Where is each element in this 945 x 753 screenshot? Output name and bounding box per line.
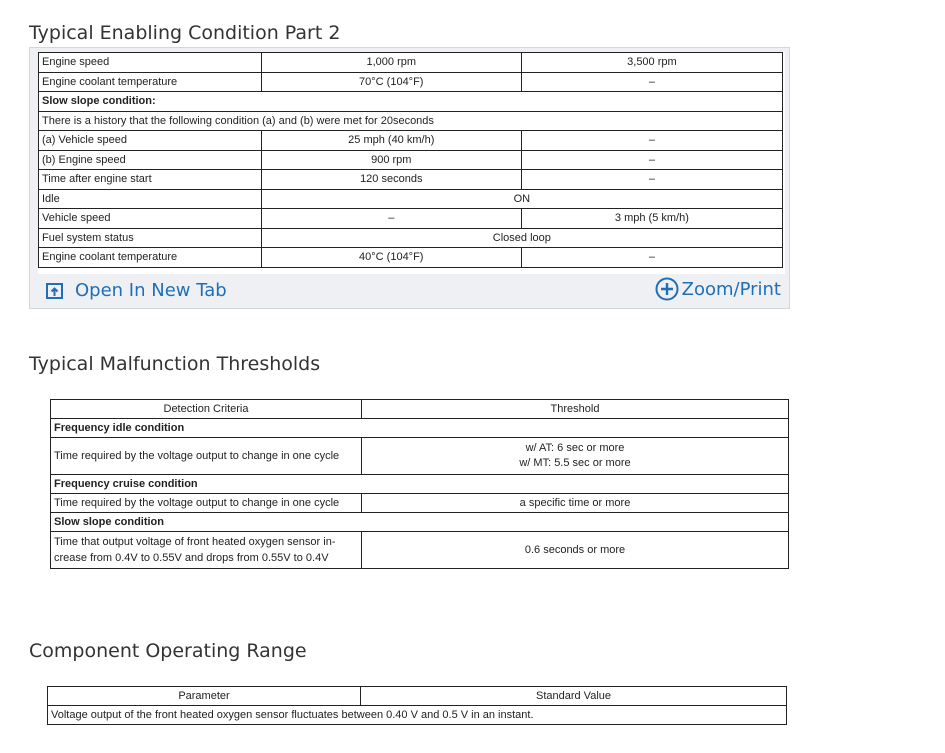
table-toolbar bbox=[30, 274, 789, 308]
table-cell-note: There is a history that the following condition (a) and (b) were met for 20seconds bbox=[39, 111, 783, 131]
table-row bbox=[39, 228, 783, 248]
table-row bbox=[39, 170, 783, 190]
enabling-condition-table bbox=[38, 52, 783, 268]
table-row bbox=[51, 438, 789, 475]
table-header-cell: Detection Criteria bbox=[51, 400, 362, 419]
table-section-heading: Slow slope condition bbox=[51, 513, 789, 532]
table-row bbox=[39, 189, 783, 209]
enabling-table-frame bbox=[29, 47, 790, 309]
table-row bbox=[39, 150, 783, 170]
table-cell-value: – bbox=[521, 248, 782, 268]
zoom-plus-icon bbox=[655, 277, 679, 301]
table-cell-value: Voltage output of the front heated oxygen sensor fluctuates between 0.40 V and 0.5 V in an instant. bbox=[48, 706, 787, 725]
table-header-row bbox=[48, 687, 787, 706]
table-row bbox=[51, 494, 789, 513]
table-cell-value: – bbox=[521, 150, 782, 170]
table-cell-threshold bbox=[362, 438, 789, 475]
open-in-new-tab-label: Open In New Tab bbox=[75, 280, 227, 301]
table-cell-value: 120 seconds bbox=[261, 170, 521, 190]
table-cell-value: – bbox=[261, 209, 521, 229]
table-cell-value: – bbox=[521, 170, 782, 190]
table-cell-label: Idle bbox=[39, 189, 262, 209]
table-header-cell: Standard Value bbox=[361, 687, 787, 706]
table-cell-label: Time after engine start bbox=[39, 170, 262, 190]
table-row bbox=[39, 53, 783, 73]
table-cell-label: Vehicle speed bbox=[39, 209, 262, 229]
table-row bbox=[48, 706, 787, 725]
table-cell-criteria: Time required by the voltage output to change in one cycle bbox=[51, 438, 362, 475]
table-cell-criteria: Time required by the voltage output to change in one cycle bbox=[51, 494, 362, 513]
table-row bbox=[51, 532, 789, 569]
table-section-heading: Frequency cruise condition bbox=[51, 475, 789, 494]
table-cell-threshold: 0.6 seconds or more bbox=[362, 532, 789, 569]
table-cell-value: – bbox=[521, 131, 782, 151]
table-cell-value: 70°C (104°F) bbox=[261, 72, 521, 92]
table-row bbox=[39, 111, 783, 131]
table-cell-value: 3,500 rpm bbox=[521, 53, 782, 73]
table-section-heading: Frequency idle condition bbox=[51, 419, 789, 438]
operating-range-title: Component Operating Range bbox=[29, 640, 307, 662]
table-row bbox=[51, 513, 789, 532]
table-cell-value: 25 mph (40 km/h) bbox=[261, 131, 521, 151]
table-cell-criteria: Time that output voltage of front heated oxygen sensor in-crease from 0.4V to 0.55V and drops from 0.55V to 0.4V bbox=[51, 532, 362, 569]
enabling-table-sheet bbox=[38, 52, 785, 274]
table-cell-label: Engine coolant temperature bbox=[39, 248, 262, 268]
table-row bbox=[51, 419, 789, 438]
threshold-line: w/ MT: 5.5 sec or more bbox=[519, 457, 631, 469]
enabling-condition-title: Typical Enabling Condition Part 2 bbox=[29, 22, 341, 44]
table-cell-label: (b) Engine speed bbox=[39, 150, 262, 170]
table-cell-value: 900 rpm bbox=[261, 150, 521, 170]
threshold-line: w/ AT: 6 sec or more bbox=[525, 442, 625, 454]
table-header-cell: Threshold bbox=[362, 400, 789, 419]
operating-range-table bbox=[47, 686, 787, 725]
table-row bbox=[39, 72, 783, 92]
table-cell-label: Engine speed bbox=[39, 53, 262, 73]
table-row bbox=[39, 209, 783, 229]
table-row bbox=[39, 92, 783, 112]
table-cell-label: Engine coolant temperature bbox=[39, 72, 262, 92]
table-cell-threshold: a specific time or more bbox=[362, 494, 789, 513]
table-cell-value: 3 mph (5 km/h) bbox=[521, 209, 782, 229]
table-cell-label: Fuel system status bbox=[39, 228, 262, 248]
malfunction-thresholds-title: Typical Malfunction Thresholds bbox=[29, 353, 321, 375]
table-cell-value: Closed loop bbox=[261, 228, 782, 248]
open-in-new-tab-icon bbox=[45, 281, 65, 301]
table-row bbox=[51, 475, 789, 494]
open-in-new-tab-link[interactable] bbox=[45, 280, 227, 301]
table-header-cell: Parameter bbox=[48, 687, 361, 706]
table-row bbox=[39, 131, 783, 151]
table-cell-value: 1,000 rpm bbox=[261, 53, 521, 73]
table-section-heading: Slow slope condition: bbox=[39, 92, 783, 112]
table-header-row bbox=[51, 400, 789, 419]
table-cell-value: ON bbox=[261, 189, 782, 209]
table-cell-value: – bbox=[521, 72, 782, 92]
malfunction-thresholds-table bbox=[50, 399, 789, 569]
table-row bbox=[39, 248, 783, 268]
table-cell-value: 40°C (104°F) bbox=[261, 248, 521, 268]
zoom-print-label: Zoom/Print bbox=[681, 278, 781, 300]
zoom-print-link[interactable] bbox=[655, 277, 781, 301]
table-cell-label: (a) Vehicle speed bbox=[39, 131, 262, 151]
